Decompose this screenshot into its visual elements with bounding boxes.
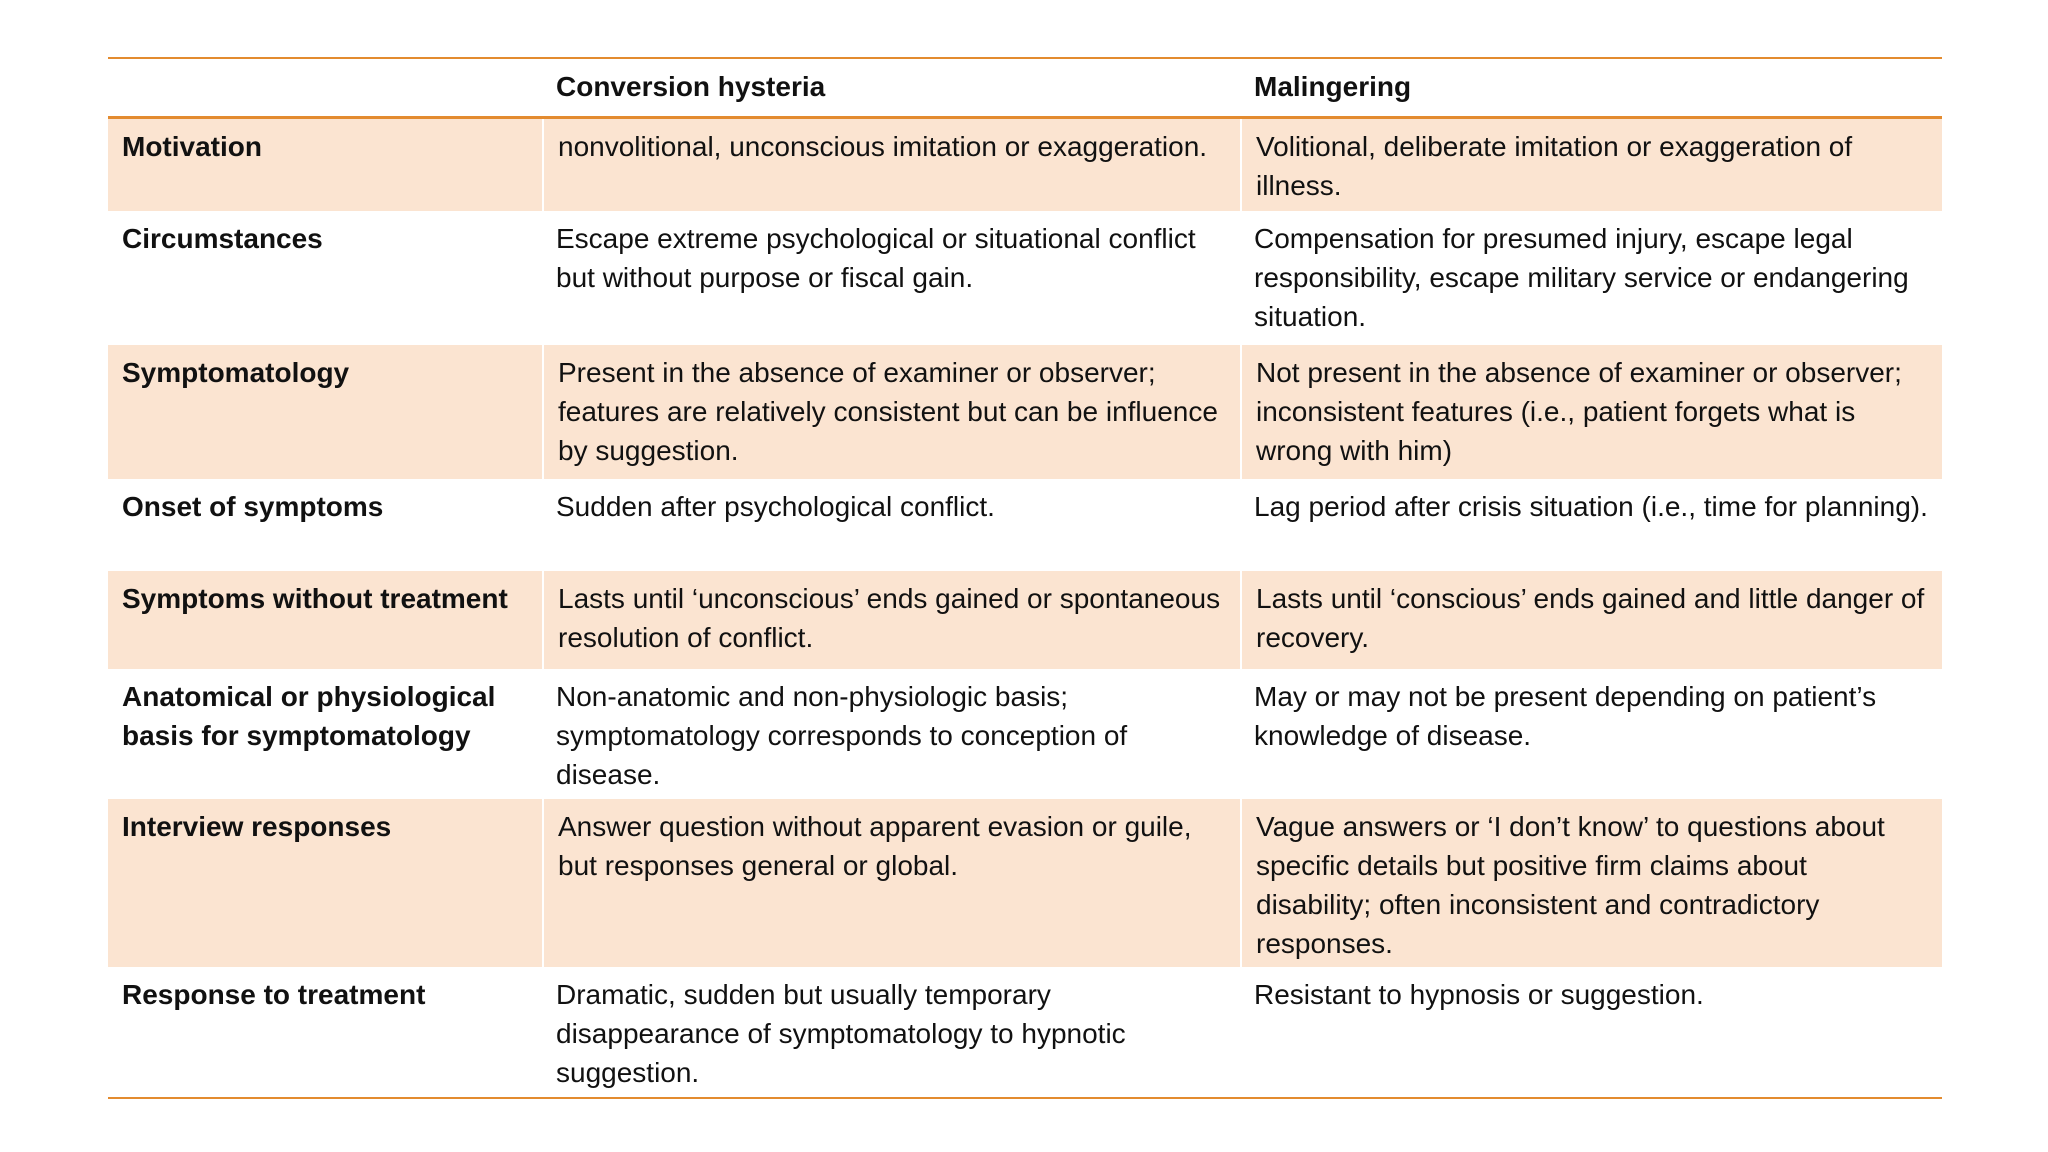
table-row <box>108 967 1942 1097</box>
row-label: Symptomatology <box>122 357 350 388</box>
row-label: Anatomical or physiological basis for symptomatology <box>122 681 496 751</box>
table-row <box>108 119 1942 211</box>
table-row <box>108 479 1942 571</box>
malingering-cell: Resistant to hypnosis or suggestion. <box>1254 979 1704 1010</box>
row-label: Response to treatment <box>122 979 426 1010</box>
table-row <box>108 799 1942 967</box>
table-header-row <box>108 59 1942 119</box>
conversion-cell: Escape extreme psychological or situational conflict but without purpose or fiscal gain. <box>556 223 1196 293</box>
row-label: Circumstances <box>122 223 323 254</box>
malingering-cell: Vague answers or ‘I don’t know’ to questions about specific details but positive firm claims about disability; often inconsistent and contradictory responses. <box>1240 799 1942 971</box>
row-label: Interview responses <box>122 811 392 842</box>
table-row <box>108 669 1942 799</box>
conversion-cell: Sudden after psychological conflict. <box>556 491 995 522</box>
malingering-cell: May or may not be present depending on patient’s knowledge of disease. <box>1254 681 1877 751</box>
conversion-cell: Non-anatomic and non-physiologic basis; symptomatology corresponds to conception of disease. <box>556 681 1128 790</box>
row-label: Onset of symptoms <box>122 491 384 522</box>
malingering-cell: Lag period after crisis situation (i.e., time for planning). <box>1254 491 1928 522</box>
header-conversion-hysteria: Conversion hysteria <box>556 71 826 102</box>
table-row <box>108 571 1942 669</box>
table-row <box>108 345 1942 479</box>
malingering-cell: Compensation for presumed injury, escape legal responsibility, escape military service or endangering situation. <box>1254 223 1909 332</box>
malingering-cell: Volitional, deliberate imitation or exaggeration of illness. <box>1240 119 1942 213</box>
conversion-cell: nonvolitional, unconscious imitation or exaggeration. <box>542 119 1240 213</box>
conversion-cell: Dramatic, sudden but usually temporary disappearance of symptomatology to hypnotic suggestion. <box>556 979 1126 1088</box>
conversion-cell: Present in the absence of examiner or observer; features are relatively consistent but can be influence by suggestion. <box>542 345 1240 479</box>
conversion-cell: Lasts until ‘unconscious’ ends gained or spontaneous resolution of conflict. <box>542 571 1240 669</box>
row-label: Symptoms without treatment <box>122 583 508 614</box>
header-empty-cell <box>108 59 542 116</box>
row-label: Motivation <box>122 131 262 162</box>
comparison-table <box>108 57 1942 1099</box>
header-malingering: Malingering <box>1254 71 1412 102</box>
malingering-cell: Not present in the absence of examiner or observer; inconsistent features (i.e., patient forgets what is wrong with him) <box>1240 345 1942 479</box>
malingering-cell: Lasts until ‘conscious’ ends gained and little danger of recovery. <box>1240 571 1942 669</box>
conversion-cell: Answer question without apparent evasion or guile, but responses general or global. <box>542 799 1240 971</box>
table-row <box>108 211 1942 345</box>
